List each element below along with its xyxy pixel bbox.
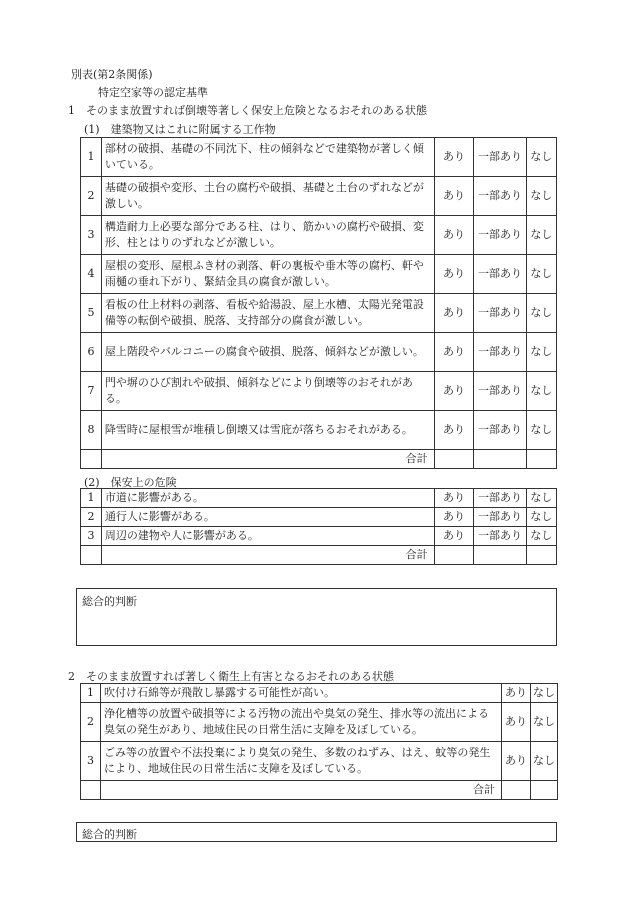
total-cell[interactable] bbox=[502, 781, 531, 800]
criterion-text: 部材の破損、基礎の不同沈下、柱の傾斜などで建築物が著しく傾いている。 bbox=[101, 138, 434, 177]
table-row bbox=[81, 489, 557, 508]
table-row bbox=[81, 294, 557, 333]
section-1-title: 1 そのまま放置すれば倒壊等著しく保安上危険となるおそれのある状態 bbox=[68, 104, 427, 117]
criterion-text: 屋上階段やバルコニーの腐食や破損、脱落、傾斜などが激しい。 bbox=[101, 333, 434, 372]
criterion-text: 市道に影響がある。 bbox=[101, 489, 434, 508]
row-number: 1 bbox=[81, 489, 102, 508]
option-yes[interactable]: あり bbox=[434, 255, 474, 294]
table-row bbox=[81, 411, 557, 450]
option-no[interactable]: なし bbox=[526, 255, 556, 294]
criterion-text: 浄化槽等の放置や破損等による汚物の流出や臭気の発生、排水等の流出による臭気の発生があり、地域住民の日常生活に支障を及ぼしている。 bbox=[101, 703, 502, 742]
option-yes[interactable]: あり bbox=[434, 333, 474, 372]
table-row bbox=[81, 508, 557, 527]
total-cell[interactable] bbox=[474, 546, 526, 565]
total-row-blank bbox=[81, 546, 102, 565]
option-partial[interactable]: 一部あり bbox=[474, 372, 526, 411]
option-yes[interactable]: あり bbox=[434, 372, 474, 411]
row-number: 6 bbox=[81, 333, 102, 372]
table-row bbox=[81, 177, 557, 216]
row-number: 3 bbox=[81, 527, 102, 546]
row-number: 2 bbox=[81, 177, 102, 216]
criterion-text: 通行人に影響がある。 bbox=[101, 508, 434, 527]
document-title: 特定空家等の認定基準 bbox=[98, 86, 208, 99]
option-no[interactable]: なし bbox=[526, 333, 556, 372]
option-no[interactable]: なし bbox=[526, 177, 556, 216]
option-yes[interactable]: あり bbox=[502, 684, 531, 703]
total-cell[interactable] bbox=[434, 546, 474, 565]
table-row bbox=[81, 333, 557, 372]
option-no[interactable]: なし bbox=[531, 684, 558, 703]
total-row bbox=[81, 781, 558, 800]
option-yes[interactable]: あり bbox=[434, 489, 474, 508]
table-row bbox=[81, 255, 557, 294]
sanitation-criteria-table bbox=[80, 683, 558, 800]
building-criteria-table bbox=[80, 137, 557, 469]
table-row bbox=[81, 703, 558, 742]
option-no[interactable]: なし bbox=[526, 411, 556, 450]
option-partial[interactable]: 一部あり bbox=[474, 411, 526, 450]
criterion-text: 看板の仕上材料の剥落、看板や給湯設、屋上水槽、太陽光発電設備等の転倒や破損、脱落、支持部分の腐食が激しい。 bbox=[101, 294, 434, 333]
total-cell[interactable] bbox=[474, 450, 526, 469]
row-number: 7 bbox=[81, 372, 102, 411]
option-partial[interactable]: 一部あり bbox=[474, 508, 526, 527]
option-partial[interactable]: 一部あり bbox=[474, 489, 526, 508]
overall-judgement-label: 総合的判断 bbox=[82, 595, 137, 608]
row-number: 3 bbox=[81, 216, 102, 255]
option-yes[interactable]: あり bbox=[502, 703, 531, 742]
criterion-text: 吹付け石綿等が飛散し暴露する可能性が高い。 bbox=[101, 684, 502, 703]
row-number: 8 bbox=[81, 411, 102, 450]
criterion-text: 周辺の建物や人に影響がある。 bbox=[101, 527, 434, 546]
option-partial[interactable]: 一部あり bbox=[474, 255, 526, 294]
overall-judgement-label: 総合的判断 bbox=[82, 828, 137, 841]
total-label: 合計 bbox=[101, 781, 502, 800]
row-number: 1 bbox=[81, 684, 101, 703]
table-row bbox=[81, 684, 558, 703]
option-partial[interactable]: 一部あり bbox=[474, 216, 526, 255]
table-row bbox=[81, 372, 557, 411]
criterion-text: 基礎の破損や変形、土台の腐朽や破損、基礎と土台のずれなどが激しい。 bbox=[101, 177, 434, 216]
option-partial[interactable]: 一部あり bbox=[474, 138, 526, 177]
total-cell[interactable] bbox=[526, 450, 556, 469]
table-row bbox=[81, 216, 557, 255]
option-partial[interactable]: 一部あり bbox=[474, 294, 526, 333]
option-no[interactable]: なし bbox=[531, 703, 558, 742]
option-no[interactable]: なし bbox=[526, 216, 556, 255]
total-row-blank bbox=[81, 450, 102, 469]
criterion-text: 構造耐力上必要な部分である柱、はり、筋かいの腐朽や破損、変形、柱とはりのずれなどが激しい。 bbox=[101, 216, 434, 255]
overall-judgement-box-2[interactable] bbox=[76, 822, 557, 842]
row-number: 5 bbox=[81, 294, 102, 333]
option-partial[interactable]: 一部あり bbox=[474, 527, 526, 546]
section-2-title: 2 そのまま放置すれば著しく衛生上有害となるおそれのある状態 bbox=[68, 670, 394, 683]
row-number: 4 bbox=[81, 255, 102, 294]
total-cell[interactable] bbox=[434, 450, 474, 469]
option-yes[interactable]: あり bbox=[502, 742, 531, 781]
subsection-1-title: (1) 建築物又はこれに附属する工作物 bbox=[84, 123, 276, 136]
row-number: 2 bbox=[81, 703, 101, 742]
option-no[interactable]: なし bbox=[526, 508, 556, 527]
option-yes[interactable]: あり bbox=[434, 527, 474, 546]
option-partial[interactable]: 一部あり bbox=[474, 177, 526, 216]
table-row bbox=[81, 527, 557, 546]
overall-judgement-box-1[interactable] bbox=[76, 588, 557, 646]
total-row bbox=[81, 546, 557, 565]
total-label: 合計 bbox=[101, 450, 434, 469]
option-yes[interactable]: あり bbox=[434, 294, 474, 333]
option-yes[interactable]: あり bbox=[434, 138, 474, 177]
row-number: 1 bbox=[81, 138, 102, 177]
criterion-text: 降雪時に屋根雪が堆積し倒壊又は雪庇が落ちるおそれがある。 bbox=[101, 411, 434, 450]
total-cell[interactable] bbox=[531, 781, 558, 800]
safety-hazard-table bbox=[80, 488, 557, 565]
row-number: 2 bbox=[81, 508, 102, 527]
option-no[interactable]: なし bbox=[526, 294, 556, 333]
option-yes[interactable]: あり bbox=[434, 177, 474, 216]
option-yes[interactable]: あり bbox=[434, 508, 474, 527]
option-no[interactable]: なし bbox=[526, 372, 556, 411]
option-no[interactable]: なし bbox=[526, 527, 556, 546]
total-label: 合計 bbox=[101, 546, 434, 565]
total-cell[interactable] bbox=[526, 546, 556, 565]
criterion-text: ごみ等の放置や不法投棄により臭気の発生、多数のねずみ、はえ、蚊等の発生により、地域住民の日常生活に支障を及ぼしている。 bbox=[101, 742, 502, 781]
appendix-label: 別表(第2条関係) bbox=[71, 68, 153, 81]
option-yes[interactable]: あり bbox=[434, 411, 474, 450]
criterion-text: 門や塀のひび割れや破損、傾斜などにより倒壊等のおそれがある。 bbox=[101, 372, 434, 411]
total-row bbox=[81, 450, 557, 469]
option-no[interactable]: なし bbox=[526, 489, 556, 508]
table-row bbox=[81, 138, 557, 177]
subsection-2-title: (2) 保安上の危険 bbox=[84, 476, 177, 489]
criterion-text: 屋根の変形、屋根ふき材の剥落、軒の裏板や垂木等の腐朽、軒や雨樋の垂れ下がり、緊結金具の腐食が激しい。 bbox=[101, 255, 434, 294]
row-number: 3 bbox=[81, 742, 101, 781]
option-no[interactable]: なし bbox=[531, 742, 558, 781]
total-row-blank bbox=[81, 781, 101, 800]
option-no[interactable]: なし bbox=[526, 138, 556, 177]
option-partial[interactable]: 一部あり bbox=[474, 333, 526, 372]
option-yes[interactable]: あり bbox=[434, 216, 474, 255]
table-row bbox=[81, 742, 558, 781]
